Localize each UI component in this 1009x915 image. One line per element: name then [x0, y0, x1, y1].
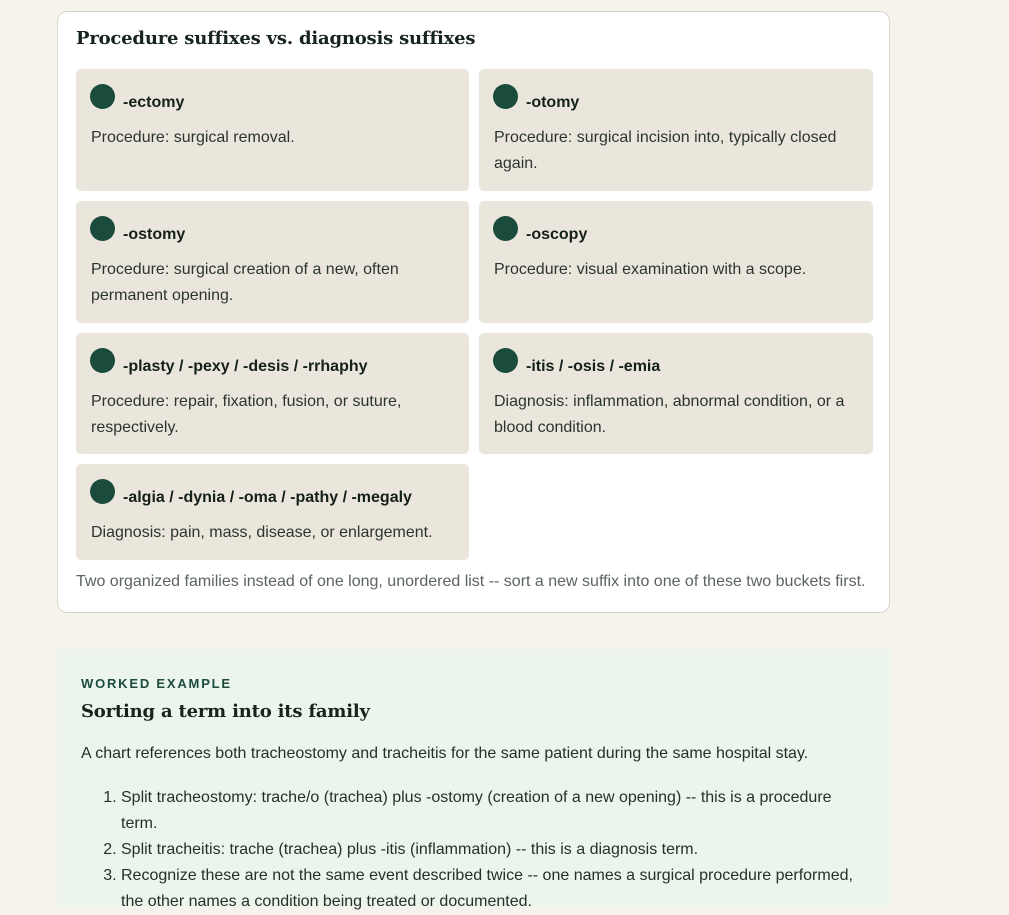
example-intro: A chart references both tracheostomy and tracheitis for the same patient during the same hospital stay.	[81, 745, 809, 762]
suffix-label: -oscopy	[526, 226, 588, 243]
suffix-tile	[76, 201, 469, 323]
bullet-dot-icon	[90, 216, 115, 241]
suffix-description: Procedure: visual examination with a scope.	[494, 261, 807, 278]
example-title: Sorting a term into its family	[81, 701, 370, 722]
suffix-label: -plasty / -pexy / -desis / -rrhaphy	[123, 358, 368, 375]
suffix-comparison-card	[57, 11, 890, 613]
suffix-tile	[479, 201, 873, 323]
card-caption: Two organized families instead of one long, unordered list -- sort a new suffix into one of these two buckets first.	[76, 573, 866, 590]
suffix-tile	[479, 69, 873, 191]
bullet-dot-icon	[493, 348, 518, 373]
example-kicker: WORKED EXAMPLE	[81, 676, 232, 691]
bullet-dot-icon	[493, 84, 518, 109]
bullet-dot-icon	[90, 348, 115, 373]
suffix-tile	[76, 69, 469, 191]
suffix-description: Diagnosis: pain, mass, disease, or enlargement.	[91, 524, 433, 541]
bullet-dot-icon	[90, 479, 115, 504]
example-step: 2. Split tracheitis: trache (trachea) plus -itis (inflammation) -- this is a diagnosis term.	[121, 837, 871, 863]
example-steps-list	[81, 785, 871, 915]
suffix-label: -itis / -osis / -emia	[526, 358, 661, 375]
suffix-label: -ectomy	[123, 94, 185, 111]
suffix-description: Procedure: surgical removal.	[91, 129, 295, 146]
suffix-label: -ostomy	[123, 226, 186, 243]
suffix-description: Diagnosis: inflammation, abnormal condition, or a blood condition.	[494, 393, 845, 436]
suffix-tile	[76, 333, 469, 454]
card-title: Procedure suffixes vs. diagnosis suffixes	[76, 28, 476, 49]
suffix-tile	[76, 464, 469, 560]
example-step: 3. Recognize these are not the same event described twice -- one names a surgical procedure performed, the other names a condition being treated or documented.	[121, 863, 871, 915]
bullet-dot-icon	[90, 84, 115, 109]
suffix-label: -algia / -dynia / -oma / -pathy / -megaly	[123, 489, 412, 506]
suffix-label: -otomy	[526, 94, 580, 111]
worked-example-panel	[57, 649, 890, 910]
suffix-description: Procedure: surgical creation of a new, often permanent opening.	[91, 261, 399, 304]
suffix-tile	[479, 333, 873, 454]
example-step: 1. Split tracheostomy: trache/o (trachea) plus -ostomy (creation of a new opening) -- this is a procedure term.	[121, 785, 871, 837]
bullet-dot-icon	[493, 216, 518, 241]
suffix-description: Procedure: surgical incision into, typically closed again.	[494, 129, 837, 172]
suffix-description: Procedure: repair, fixation, fusion, or suture, respectively.	[91, 393, 402, 436]
